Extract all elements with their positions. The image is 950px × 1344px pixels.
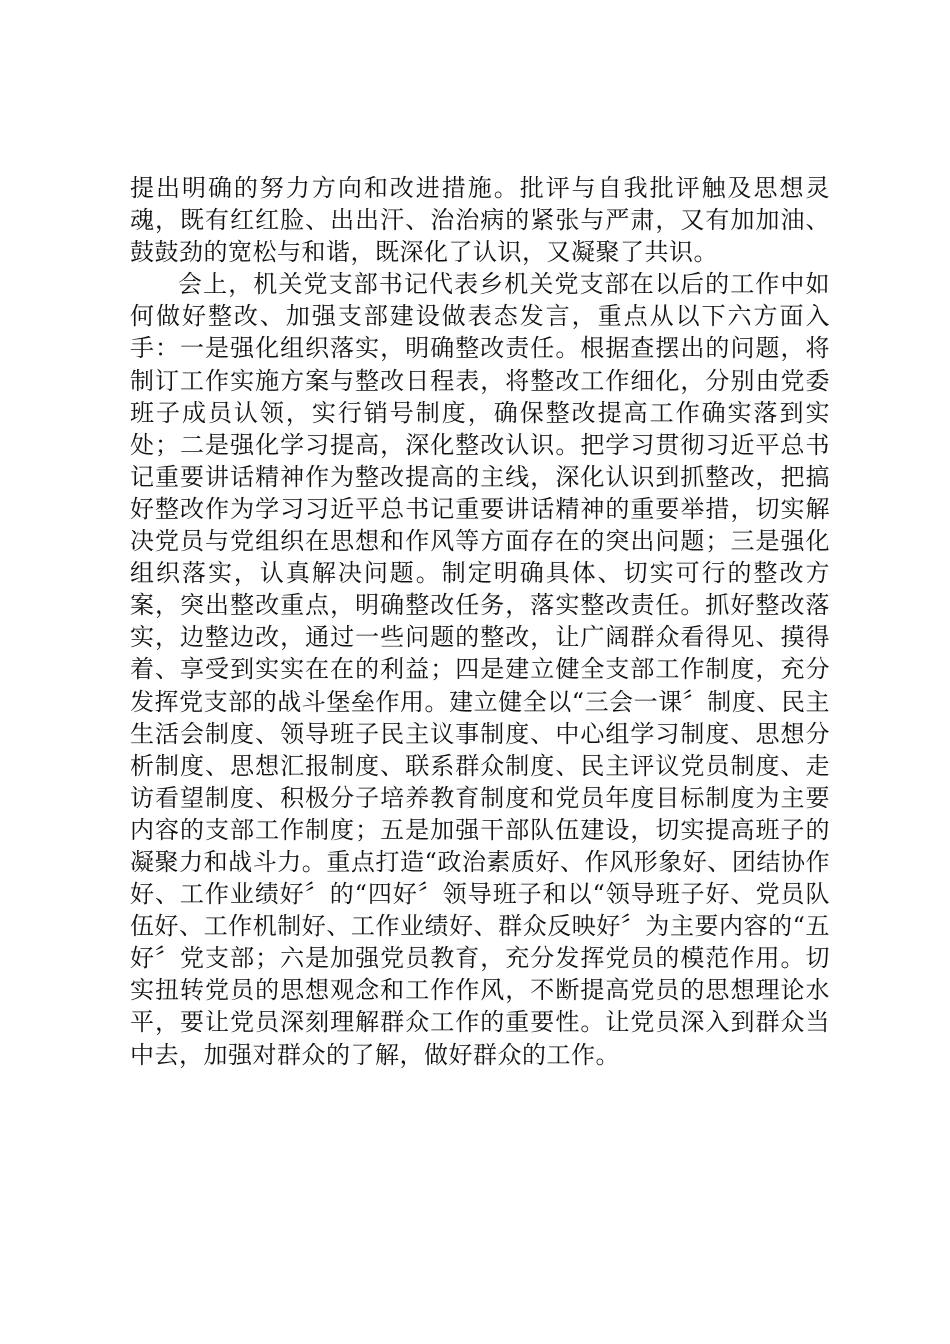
paragraph-criticism-summary: 提出明确的努力方向和改进措施。批评与自我批评触及思想灵魂，既有红红脸、出出汗、治治病的紧张与严肃，又有加加油、鼓鼓劲的宽松与和谐，既深化了认识，又凝聚了共识。 <box>130 174 830 267</box>
document-body <box>130 172 830 1071</box>
paragraph-rectification-plan: 会上，机关党支部书记代表乡机关党支部在以后的工作中如何做好整改、加强支部建设做表态发言，重点从以下六方面入手：一是强化组织落实，明确整改责任。根据查摆出的问题，将制订工作实施方案与整改日程表，将整改工作细化，分别由党委班子成员认领，实行销号制度，确保整改提高工作确实落到实处；二是强化学习提高，深化整改认识。把学习贯彻习近平总书记重要讲话精神作为整改提高的主线，深化认识到抓整改，把搞好整改作为学习习近平总书记重要讲话精神的重要举措，切实解决党员与党组织在思想和作风等方面存在的突出问题；三是强化组织落实，认真解决问题。制定明确具体、切实可行的整改方案，突出整改重点，明确整改任务，落实整改责任。抓好整改落实，边整边改，通过一些问题的整改，让广阔群众看得见、摸得着、享受到实实在在的利益；四是建立健全支部工作制度，充分发挥党支部的战斗堡垒作用。建立健全以“三会一课〞制度、民主生活会制度、领导班子民主议事制度、中心组学习制度、思想分析制度、思想汇报制度、联系群众制度、民主评议党员制度、走访看望制度、积极分子培养教育制度和党员年度目标制度为主要内容的支部工作制度；五是加强干部队伍建设，切实提高班子的凝聚力和战斗力。重点打造“政治素质好、作风形象好、团结协作好、工作业绩好〞的“四好〞领导班子和以“领导班子好、党员队伍好、工作机制好、工作业绩好、群众反映好〞为主要内容的“五好〞党支部；六是加强党员教育，充分发挥党员的模范作用。切实扭转党员的思想观念和工作作风，不断提高党员的思想理论水平，要让党员深刻理解群众工作的重要性。让党员深入到群众当中去，加强对群众的了解，做好群众的工作。 <box>130 270 830 1069</box>
